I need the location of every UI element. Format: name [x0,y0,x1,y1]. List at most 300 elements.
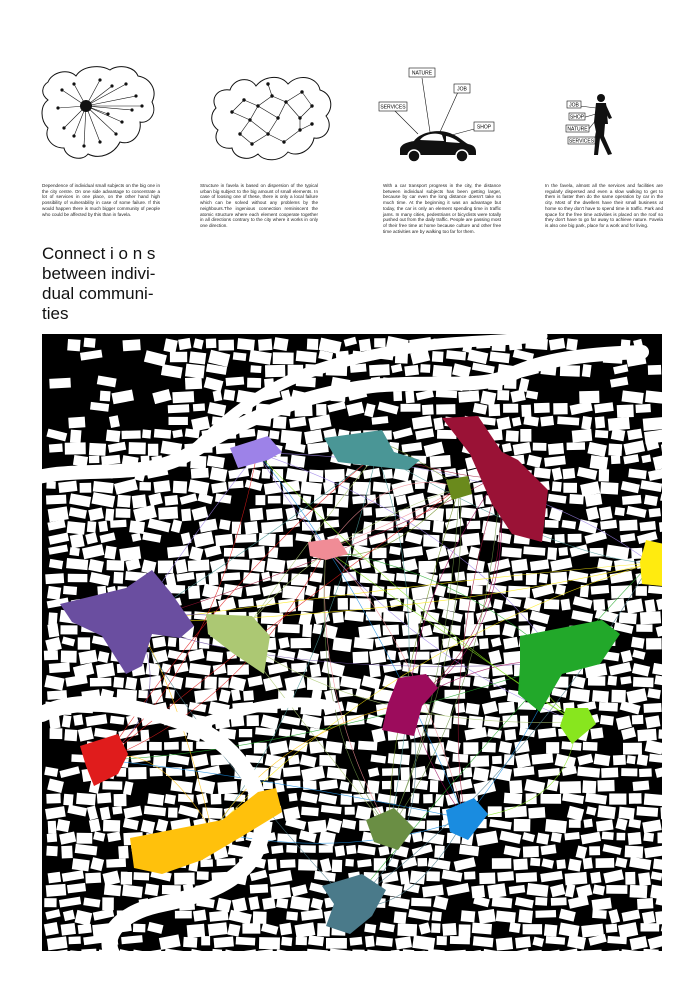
building [206,651,223,662]
building [140,730,149,742]
building [268,496,281,504]
building [383,611,404,623]
building [45,573,64,584]
building [290,455,305,468]
building [595,858,614,868]
building [283,494,301,505]
building [496,911,516,923]
building [608,417,630,431]
building [354,637,374,650]
building [142,429,151,438]
building [545,520,559,528]
building [636,806,658,816]
building [600,482,618,495]
building [243,690,254,701]
building [473,767,489,781]
building [286,845,297,853]
city-outline [42,67,154,159]
building [117,495,131,508]
building [595,416,605,428]
building [64,729,77,741]
building [643,832,654,841]
building [353,651,369,663]
building [637,898,653,909]
building [90,678,112,687]
building [345,807,355,815]
building [579,391,599,404]
building [471,885,485,898]
building [581,416,592,430]
building [338,482,350,495]
building [518,909,533,923]
building [484,716,500,728]
label-services: SERVICES [568,138,595,145]
building [637,754,649,766]
building [288,755,300,765]
building [302,495,311,503]
building [271,845,283,854]
building [463,742,478,754]
building [558,547,568,556]
building [243,572,260,584]
building [280,430,301,445]
building [512,417,522,427]
building [569,688,590,702]
building [540,794,561,804]
building [50,728,63,739]
building [281,937,292,946]
building [467,521,481,530]
building [185,768,195,777]
building [332,637,352,652]
building [633,677,654,688]
building [523,924,543,934]
building [493,599,503,610]
building [590,455,609,470]
building [450,936,470,944]
building [133,872,149,880]
building [433,417,443,430]
building [400,404,420,412]
building [127,741,147,750]
building [515,936,531,948]
building [232,522,241,534]
building [394,911,407,924]
building [563,483,577,493]
building [437,936,447,945]
building [139,482,151,491]
building [338,598,348,610]
building [153,480,170,493]
building [499,741,513,754]
building [211,794,222,805]
building [278,637,289,649]
building [214,936,234,948]
building [580,585,589,598]
building [497,390,509,401]
building [359,339,372,352]
building [67,521,86,535]
building [300,845,316,853]
building [599,469,610,481]
walker-diagram [560,92,622,162]
building [113,677,124,688]
building [546,779,558,791]
building [485,625,500,635]
building [458,924,470,937]
building [639,521,656,531]
heading-line-4: ties [42,304,69,323]
building [363,507,372,516]
building [147,793,164,806]
building [629,793,642,804]
building [261,612,283,624]
building [592,690,609,702]
building [316,404,326,416]
distributed-description: Structure in favela is based on dispersion of the typical urban big subject to the big amount of small elements. In case of loosing one of these, there is only a local failure which can be solved without any problems by the neighbours.The ingenious connection reminiscent the atomic structure where each element cooperate together in all directions contrary to the city where it works in only one direction. [200,183,318,228]
building [557,416,579,425]
building [189,351,206,364]
building [168,417,187,425]
building [44,898,56,907]
building [46,846,58,857]
car-icon [400,131,476,162]
building [642,911,656,924]
building [401,767,410,780]
building [550,572,567,585]
label-nature: NATURE [411,70,433,77]
building [48,872,62,884]
building [121,872,132,885]
building [61,651,77,663]
building [509,922,521,933]
building [611,585,632,598]
label-shop: SHOP [569,114,585,121]
building [593,599,605,610]
building [619,520,638,531]
building [172,391,194,403]
building [617,404,634,417]
building [269,430,279,439]
building [60,625,77,634]
building [431,923,440,933]
building [461,910,476,922]
building [540,416,554,427]
building [369,364,390,376]
building [103,820,120,832]
pedestrian-icon [594,94,612,155]
building [583,742,598,751]
building [164,794,176,804]
building [597,780,614,792]
building [553,403,567,415]
walker-description: In the favela, almost all the services and facilities are regularly dispersed and even a slow walking to get to them is faster then do the same operation by car in the city. Most of the dwellers have their small business at home so they don't have to spend time in traffic. Park and space for the free time activities is placed on the roof so they don't have to go far away to achieve nature. Favela is also one big park, place for a work and for living. [545,183,663,228]
building [98,521,108,533]
building [73,714,83,725]
building [518,625,530,636]
building [188,560,210,572]
building [259,937,280,949]
building [534,467,551,478]
building [170,352,187,362]
building [415,481,425,489]
building [218,340,234,351]
building [76,793,96,806]
connections-heading [42,244,172,324]
building [173,481,187,494]
building [551,832,562,842]
building [104,884,121,896]
building [482,742,496,752]
building [562,468,575,479]
building [560,365,580,377]
building [452,651,462,660]
building [286,911,298,920]
building [552,481,562,491]
building [496,937,513,950]
building [363,522,373,535]
building [163,338,177,353]
city-centre-node [80,100,92,112]
building [288,793,297,802]
building [657,832,662,843]
building [145,883,159,896]
building [44,650,58,660]
building [600,715,614,726]
building [248,546,265,559]
building [47,586,61,600]
building [320,651,329,659]
building [640,923,659,931]
building [627,755,636,764]
building [68,417,85,429]
building [374,338,385,347]
building [168,807,178,817]
building [247,378,261,388]
building [470,755,489,767]
building [358,741,378,751]
building [396,638,417,647]
building [488,806,502,817]
building [435,794,444,807]
building [419,561,437,573]
building [465,703,479,715]
building [621,768,637,776]
building [387,533,403,543]
centralized-description: Dependence of individual small subjects on the big one in the city centre. On one side advantage to concentrate a lot of services in one place, on the other hand high possibility of vulnerability in case of some failure. If this would happen there is much bigger community of people who could be affected by this than in favela. [42,183,160,217]
building [209,910,228,921]
building [164,742,179,750]
building [501,547,521,558]
building [372,548,386,558]
building [503,651,521,665]
building [239,729,252,737]
building [164,495,178,506]
building [174,873,195,885]
building [613,755,626,765]
building [506,430,519,442]
building [582,364,592,377]
heading-line-2: between indivi- [42,264,156,283]
building [83,338,95,348]
building [509,780,522,794]
building [530,858,540,867]
building [607,598,625,612]
building [410,870,426,884]
building [46,884,67,897]
building [609,793,626,804]
building [49,662,70,673]
building [626,599,644,614]
building [423,794,433,803]
building [279,535,293,547]
building [301,807,319,817]
building [596,820,614,832]
building [250,884,268,894]
building [249,508,263,521]
building [226,377,245,386]
building [262,469,271,479]
building [87,521,97,532]
building [138,690,148,698]
building [564,832,579,840]
building [589,846,600,855]
building [638,872,651,886]
building [97,792,112,803]
building [167,545,189,558]
building [658,729,662,739]
building [539,573,548,583]
building [602,831,614,840]
building [332,612,344,624]
building [150,768,163,777]
building [273,337,288,351]
building [335,845,345,856]
building [193,910,207,922]
building [46,481,55,489]
building [535,910,556,918]
building [104,546,116,560]
building [106,859,126,868]
building [645,715,660,728]
building [132,494,147,508]
building [175,911,192,919]
building [122,339,140,351]
building [611,690,625,703]
building [68,574,88,583]
building [110,520,126,528]
building [404,365,419,376]
building [611,455,620,464]
building [545,819,567,833]
building [536,833,549,845]
building [432,351,444,362]
building [425,507,444,522]
building [309,470,323,483]
building [636,624,652,631]
building [307,339,319,350]
building [433,520,445,533]
building [520,429,531,442]
building [560,781,581,794]
building [608,676,618,686]
building [526,793,537,804]
building [473,936,494,947]
building [461,533,480,547]
building [649,508,661,518]
building [296,351,317,363]
building [129,520,145,534]
building [97,651,109,663]
building [497,871,514,881]
building [427,820,440,830]
building [565,872,588,885]
building [591,585,610,595]
building [208,922,228,936]
building [185,377,202,389]
building [592,910,607,919]
building [178,338,191,350]
building [590,872,601,884]
favela-community-map [42,334,662,951]
building [327,767,347,780]
building [218,678,229,688]
building [113,572,123,584]
building [309,740,324,753]
building [645,599,656,613]
heading-line-1: Connect i o n s [42,244,156,263]
building [204,676,217,689]
building [85,873,101,884]
building [66,558,88,570]
building [544,924,557,937]
building [70,533,85,548]
building [367,780,380,793]
building [311,559,324,568]
distributed-favela-diagram [208,68,338,168]
building [615,507,625,516]
heading-line-3: dual communi- [42,284,154,303]
building [283,766,301,777]
building [93,481,114,494]
building [412,831,423,842]
building [258,339,272,351]
building [646,638,662,649]
building [154,429,171,439]
building [187,924,205,938]
building [279,728,291,737]
label-shop: SHOP [476,124,492,131]
building [616,833,625,841]
building [89,443,106,456]
building [68,936,80,944]
building [514,573,523,580]
building [597,805,616,819]
building [417,858,427,866]
building [382,781,392,789]
building [70,430,82,444]
building [365,936,375,948]
building [72,858,90,871]
building [411,898,431,907]
label-job: JOB [569,102,579,109]
building [46,793,61,803]
building [492,858,511,869]
building [503,404,518,413]
building [202,807,222,818]
building [528,807,545,819]
building [228,481,243,489]
